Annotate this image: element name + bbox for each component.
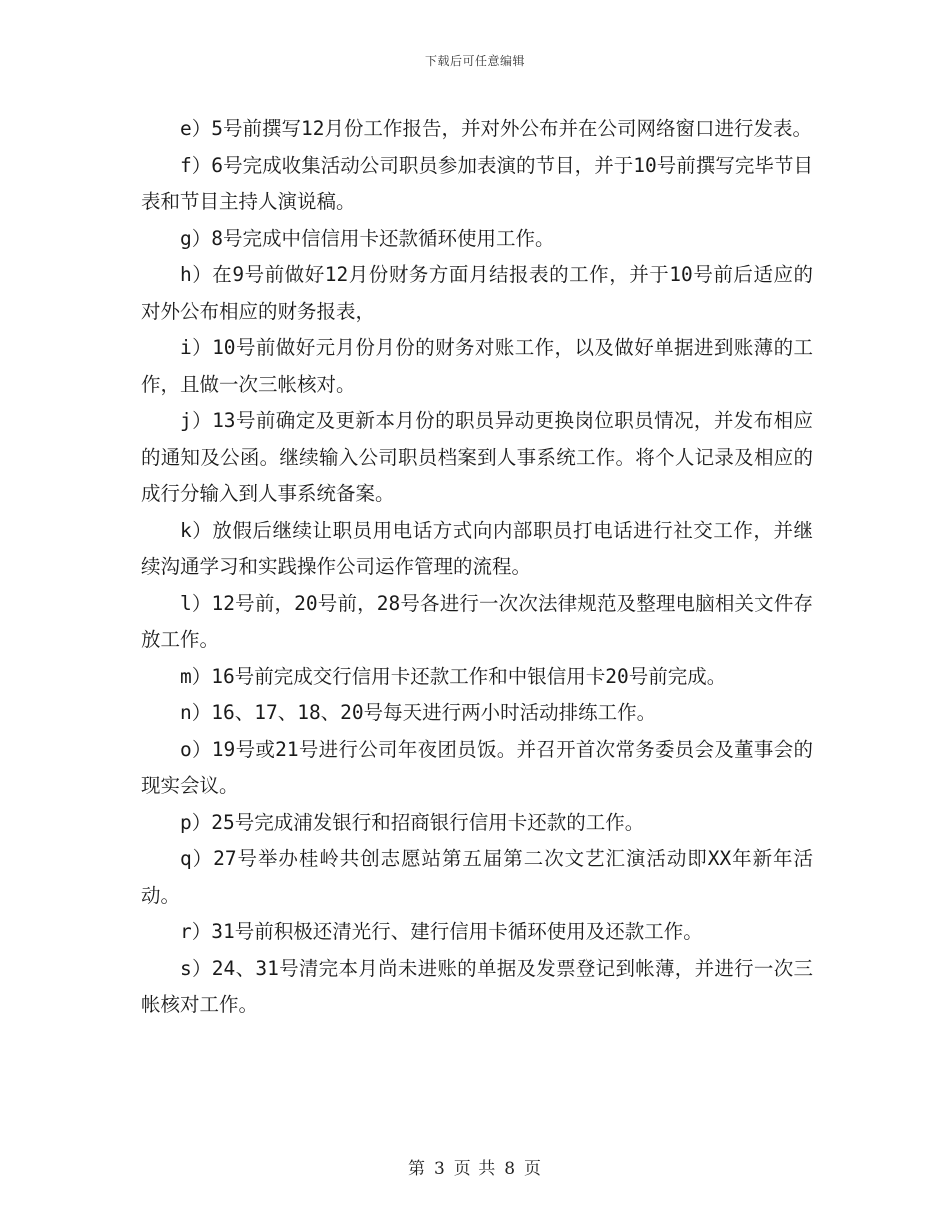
paragraph-e: e）5号前撰写12月份工作报告，并对外公布并在公司网络窗口进行发表。	[180, 117, 812, 140]
paragraph-n: n）16、17、18、20号每天进行两小时活动排练工作。	[180, 701, 657, 724]
footer-suffix: 页	[524, 1159, 543, 1179]
paragraph-q: q）27号举办桂岭共创志愿站第五届第二次文艺汇演活动即XX年新年活动。	[141, 847, 813, 907]
paragraph-o: o）19号或21号进行公司年夜团员饭。并召开首次常务委员会及董事会的现实会议。	[141, 737, 813, 797]
paragraph-g: g）8号完成中信信用卡还款循环使用工作。	[180, 226, 555, 250]
footer-middle: 页 共	[453, 1159, 497, 1179]
document-body	[141, 111, 813, 1024]
footer-total-pages: 8	[504, 1159, 517, 1179]
footer-prefix: 第	[407, 1159, 426, 1179]
page-footer	[0, 1154, 950, 1179]
paragraph-r: r）31号前积极还清光行、建行信用卡循环使用及还款工作。	[180, 920, 703, 943]
paragraph-l: l）12号前，20号前，28号各进行一次次法律规范及整理电脑相关文件存放工作。	[141, 591, 813, 651]
paragraph-m: m）16号前完成交行信用卡还款工作和中银信用卡20号前完成。	[180, 664, 727, 688]
paragraph-i: i）10号前做好元月份月份的财务对账工作，以及做好单据进到账薄的工作，且做一次三帐核对。	[141, 336, 813, 396]
paragraph-j: j）13号前确定及更新本月份的职员异动更换岗位职员情况，并发布相应的通知及公函。继续输入公司职员档案到人事系统工作。将个人记录及相应的成行分输入到人事系统备案。	[141, 409, 813, 505]
paragraph-s: s）24、31号清完本月尚未进账的单据及发票登记到帐薄，并进行一次三帐核对工作。	[141, 956, 813, 1016]
paragraph-p: p）25号完成浦发银行和招商银行信用卡还款的工作。	[180, 810, 645, 834]
paragraph-h: h）在9号前做好12月份财务方面月结报表的工作，并于10号前后适应的对外公布相应的财务报表，	[141, 263, 813, 323]
footer-page-number: 3	[433, 1159, 446, 1179]
paragraph-f: f）6号完成收集活动公司职员参加表演的节目，并于10号前撰写完毕节目表和节目主持人演说稿。	[141, 153, 813, 213]
page-header: 下载后可任意编辑	[424, 54, 525, 68]
paragraph-k: k）放假后继续让职员用电话方式向内部职员打电话进行社交工作，并继续沟通学习和实践操作公司运作管理的流程。	[141, 518, 813, 578]
